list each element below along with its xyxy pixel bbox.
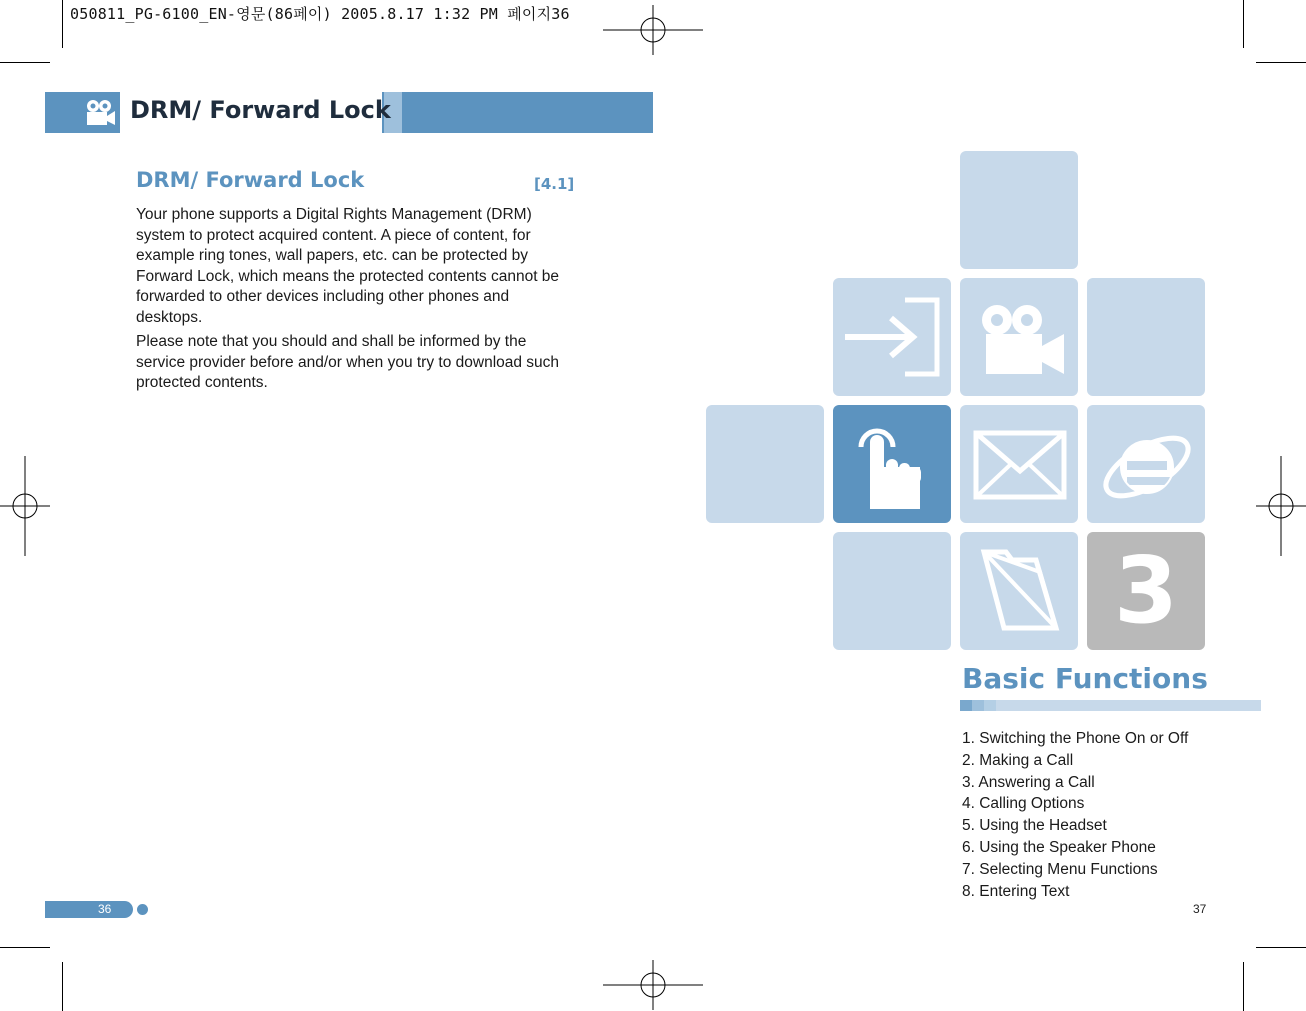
list-item: 8. Entering Text bbox=[962, 882, 1070, 900]
movie-camera-icon bbox=[83, 97, 117, 129]
page-number-pill bbox=[45, 901, 133, 918]
page-number-left: 36 bbox=[98, 902, 112, 916]
registration-mark-left bbox=[0, 456, 50, 556]
chapter-title-rule bbox=[960, 700, 1261, 711]
list-item: 5. Using the Headset bbox=[962, 817, 1107, 835]
tile-folder bbox=[960, 532, 1078, 650]
list-item: 3. Answering a Call bbox=[962, 773, 1095, 791]
page-number-right: 37 bbox=[1193, 902, 1207, 916]
chapter-number: 3 bbox=[1113, 537, 1178, 644]
touch-hand-icon bbox=[833, 405, 951, 523]
tile-movie bbox=[960, 278, 1078, 396]
registration-mark-right bbox=[1256, 456, 1306, 556]
body-paragraph-1: Your phone supports a Digital Rights Management (DRM) system to protect acquired content. A piece of content, for example ring tones, wall papers, etc. can be protected by Forward Lock, which means the protected contents cannot be forwarded to other devices including other phones and desktops. bbox=[136, 206, 560, 326]
tile-browser bbox=[1087, 405, 1205, 523]
registration-mark-top bbox=[603, 5, 703, 55]
tile-blank-top bbox=[960, 151, 1078, 269]
list-item: 6. Using the Speaker Phone bbox=[962, 838, 1156, 856]
chapter-contents-list bbox=[962, 728, 1188, 902]
list-item: 7. Selecting Menu Functions bbox=[962, 860, 1158, 878]
tile-message bbox=[960, 405, 1078, 523]
tile-touch bbox=[833, 405, 951, 523]
tile-login bbox=[833, 278, 951, 396]
registration-mark-bottom bbox=[603, 960, 703, 1010]
folder-icon bbox=[960, 532, 1078, 650]
login-arrow-icon bbox=[833, 278, 951, 396]
list-item: 2. Making a Call bbox=[962, 751, 1074, 769]
chapter-header-title: DRM/ Forward Lock bbox=[130, 96, 391, 124]
browser-e-icon bbox=[1087, 405, 1205, 523]
tile-blank-left bbox=[706, 405, 824, 523]
tile-chapter-number bbox=[1087, 532, 1205, 650]
movie-camera-icon bbox=[960, 278, 1078, 396]
list-item: 4. Calling Options bbox=[962, 795, 1085, 813]
section-number: [4.1] bbox=[534, 175, 575, 193]
tile-blank-right bbox=[1087, 278, 1205, 396]
section-title: DRM/ Forward Lock bbox=[136, 168, 365, 192]
envelope-icon bbox=[960, 405, 1078, 523]
tile-blank-bottom bbox=[833, 532, 951, 650]
page-number-dot bbox=[137, 904, 148, 915]
print-header: 050811_PG-6100_EN-영문(86페이) 2005.8.17 1:32 PM 페이지36 bbox=[70, 5, 570, 23]
chapter-title: Basic Functions bbox=[962, 662, 1208, 695]
list-item: 1. Switching the Phone On or Off bbox=[962, 730, 1189, 747]
body-paragraph-2: Please note that you should and shall be informed by the service provider before and/or when you try to download such protected contents. bbox=[136, 333, 560, 391]
